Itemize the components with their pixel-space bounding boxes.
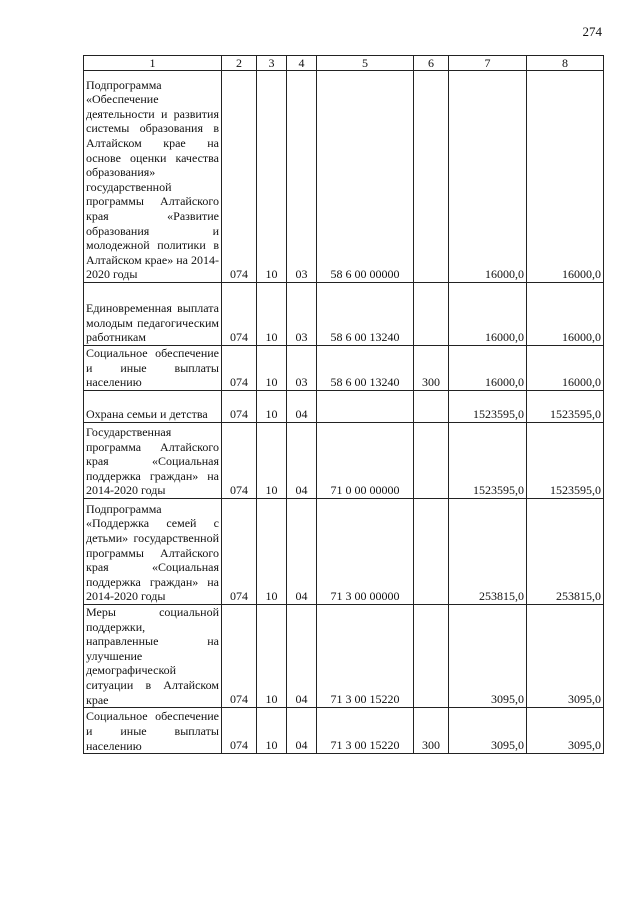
cell-section: 10 xyxy=(257,283,287,346)
cell-target-article xyxy=(317,391,414,423)
cell-section: 10 xyxy=(257,499,287,605)
cell-target-article: 71 0 00 00000 xyxy=(317,423,414,499)
row-name: Единовременная выплата молодым педагогическим работникам xyxy=(84,283,222,346)
cell-section: 10 xyxy=(257,708,287,754)
cell-amount-2: 1523595,0 xyxy=(527,391,604,423)
cell-admin-code: 074 xyxy=(222,499,257,605)
row-name: Подпрограмма «Поддержка семей с детьми» государственной программы Алтайского края «Социальная поддержка граждан» на 2014-2020 годы xyxy=(84,499,222,605)
column-header: 5 xyxy=(317,56,414,71)
cell-amount-1: 3095,0 xyxy=(449,605,527,708)
cell-admin-code: 074 xyxy=(222,71,257,283)
cell-target-article: 58 6 00 13240 xyxy=(317,283,414,346)
cell-expense-type xyxy=(414,283,449,346)
cell-subsection: 04 xyxy=(287,605,317,708)
cell-admin-code: 074 xyxy=(222,283,257,346)
cell-amount-1: 1523595,0 xyxy=(449,423,527,499)
header-row xyxy=(84,56,604,71)
cell-amount-2: 3095,0 xyxy=(527,708,604,754)
cell-target-article: 71 3 00 15220 xyxy=(317,605,414,708)
table-row xyxy=(84,71,604,283)
cell-subsection: 03 xyxy=(287,346,317,391)
row-name: Меры социальной поддержки, направленные на улучшение демографической ситуации в Алтайском крае xyxy=(84,605,222,708)
row-name: Охрана семьи и детства xyxy=(84,391,222,423)
column-header: 8 xyxy=(527,56,604,71)
cell-amount-1: 3095,0 xyxy=(449,708,527,754)
row-name: Государственная программа Алтайского края «Социальная поддержка граждан» на 2014-2020 годы xyxy=(84,423,222,499)
cell-section: 10 xyxy=(257,605,287,708)
cell-amount-2: 16000,0 xyxy=(527,346,604,391)
cell-expense-type xyxy=(414,605,449,708)
cell-admin-code: 074 xyxy=(222,708,257,754)
budget-table xyxy=(83,55,604,754)
cell-subsection: 03 xyxy=(287,283,317,346)
cell-amount-2: 253815,0 xyxy=(527,499,604,605)
cell-target-article: 58 6 00 13240 xyxy=(317,346,414,391)
table-row xyxy=(84,499,604,605)
table-row xyxy=(84,708,604,754)
column-header: 4 xyxy=(287,56,317,71)
cell-admin-code: 074 xyxy=(222,605,257,708)
table-row xyxy=(84,391,604,423)
cell-target-article: 58 6 00 00000 xyxy=(317,71,414,283)
table-row xyxy=(84,605,604,708)
column-header: 3 xyxy=(257,56,287,71)
cell-subsection: 03 xyxy=(287,71,317,283)
cell-section: 10 xyxy=(257,346,287,391)
cell-admin-code: 074 xyxy=(222,346,257,391)
cell-amount-1: 16000,0 xyxy=(449,283,527,346)
cell-expense-type: 300 xyxy=(414,346,449,391)
cell-target-article: 71 3 00 15220 xyxy=(317,708,414,754)
cell-amount-1: 253815,0 xyxy=(449,499,527,605)
cell-amount-1: 1523595,0 xyxy=(449,391,527,423)
cell-subsection: 04 xyxy=(287,423,317,499)
table-row xyxy=(84,423,604,499)
cell-amount-2: 3095,0 xyxy=(527,605,604,708)
cell-expense-type xyxy=(414,391,449,423)
page-number: 274 xyxy=(582,24,602,39)
row-name: Социальное обеспечение и иные выплаты населению xyxy=(84,346,222,391)
column-header: 7 xyxy=(449,56,527,71)
cell-subsection: 04 xyxy=(287,391,317,423)
cell-section: 10 xyxy=(257,71,287,283)
cell-expense-type xyxy=(414,423,449,499)
cell-subsection: 04 xyxy=(287,499,317,605)
row-name: Социальное обеспечение и иные выплаты населению xyxy=(84,708,222,754)
cell-expense-type: 300 xyxy=(414,708,449,754)
cell-target-article: 71 3 00 00000 xyxy=(317,499,414,605)
column-header: 2 xyxy=(222,56,257,71)
cell-expense-type xyxy=(414,71,449,283)
cell-subsection: 04 xyxy=(287,708,317,754)
row-name: Подпрограмма «Обеспечение деятельности и развития системы образования в Алтайском крае на основе оценки качества образования» государственной программы Алтайского края «Развитие образования и молодежной политики в Алтайском крае» на 2014-2020 годы xyxy=(84,71,222,283)
cell-amount-2: 16000,0 xyxy=(527,71,604,283)
cell-expense-type xyxy=(414,499,449,605)
cell-admin-code: 074 xyxy=(222,391,257,423)
column-header: 6 xyxy=(414,56,449,71)
table-row xyxy=(84,283,604,346)
cell-section: 10 xyxy=(257,391,287,423)
table-row xyxy=(84,346,604,391)
column-header: 1 xyxy=(84,56,222,71)
cell-amount-1: 16000,0 xyxy=(449,71,527,283)
cell-admin-code: 074 xyxy=(222,423,257,499)
cell-amount-2: 16000,0 xyxy=(527,283,604,346)
cell-amount-1: 16000,0 xyxy=(449,346,527,391)
cell-amount-2: 1523595,0 xyxy=(527,423,604,499)
cell-section: 10 xyxy=(257,423,287,499)
